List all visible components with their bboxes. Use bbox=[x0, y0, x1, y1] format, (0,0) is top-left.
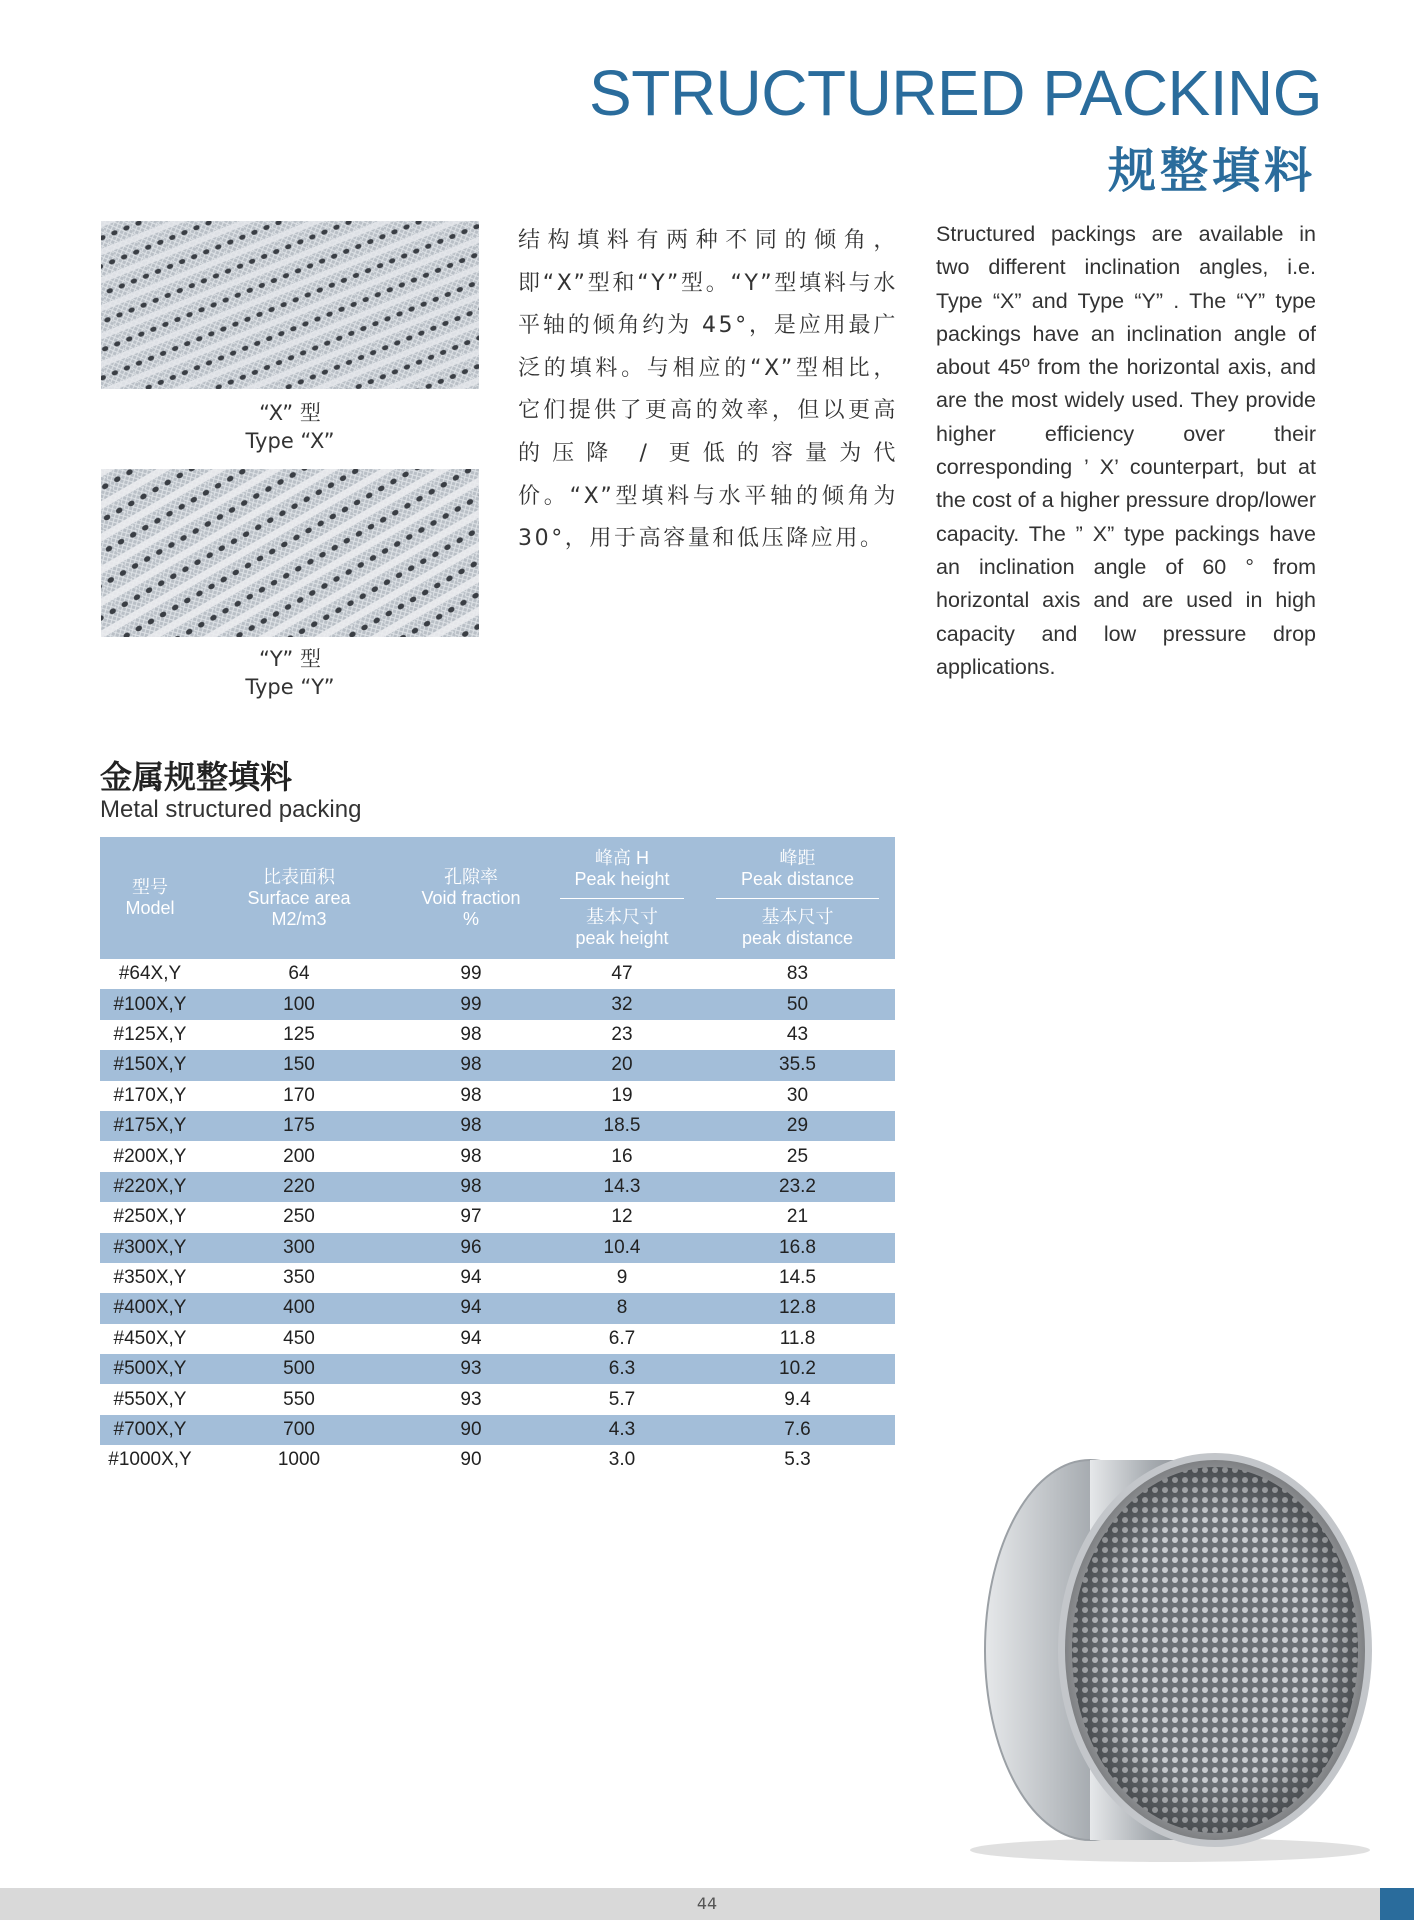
table-row bbox=[100, 1415, 895, 1445]
cell-surface-area: 175 bbox=[200, 1111, 398, 1141]
cell-surface-area: 500 bbox=[200, 1354, 398, 1384]
cell-void-fraction: 99 bbox=[460, 963, 482, 985]
cell-model: #550X,Y bbox=[113, 1388, 187, 1410]
cell-model: #125X,Y bbox=[113, 1023, 187, 1045]
cell-peak-distance: 25 bbox=[786, 1145, 809, 1167]
cell-peak-distance: 21 bbox=[786, 1206, 809, 1228]
table-row bbox=[100, 1081, 895, 1111]
cell-model: #1000X,Y bbox=[108, 1449, 192, 1471]
table-row bbox=[100, 1445, 895, 1475]
cell-surface-area: 450 bbox=[283, 1327, 315, 1349]
cell-void-fraction: 94 bbox=[398, 1293, 544, 1323]
cell-peak-height: 47 bbox=[611, 963, 633, 985]
cell-peak-distance: 7.6 bbox=[700, 1415, 895, 1445]
cell-peak-distance: 14.5 bbox=[779, 1267, 816, 1289]
section-title-en: Metal structured packing bbox=[100, 796, 362, 823]
cell-peak-distance: 9.4 bbox=[784, 1388, 811, 1410]
cell-void-fraction: 98 bbox=[398, 1111, 544, 1141]
table-row bbox=[100, 989, 895, 1019]
cell-peak-distance: 30 bbox=[786, 1084, 809, 1106]
cell-surface-area: 200 bbox=[283, 1145, 315, 1167]
footer-accent-block bbox=[1380, 1888, 1414, 1920]
cell-peak-height: 6.3 bbox=[544, 1354, 700, 1384]
cell-peak-distance: 16.8 bbox=[700, 1233, 895, 1263]
cell-peak-height: 18.5 bbox=[544, 1111, 700, 1141]
cell-model: #300X,Y bbox=[100, 1233, 200, 1263]
type-y-sample-image bbox=[101, 469, 479, 637]
cell-surface-area: 1000 bbox=[277, 1449, 321, 1471]
cell-peak-height: 19 bbox=[611, 1084, 633, 1106]
header-model: 型号 Model bbox=[100, 837, 200, 959]
packing-module-image bbox=[900, 1425, 1380, 1865]
cell-model: #64X,Y bbox=[118, 963, 182, 985]
cell-peak-distance: 5.3 bbox=[784, 1449, 811, 1471]
cell-peak-distance: 12.8 bbox=[700, 1293, 895, 1323]
cell-peak-height: 23 bbox=[611, 1023, 633, 1045]
cell-void-fraction: 90 bbox=[460, 1449, 482, 1471]
type-x-caption bbox=[101, 399, 479, 455]
cell-surface-area: 150 bbox=[200, 1050, 398, 1080]
table-row bbox=[100, 1263, 895, 1293]
title-cn: 规整填料 bbox=[1107, 143, 1316, 199]
table-row bbox=[100, 1020, 895, 1050]
cell-void-fraction: 98 bbox=[460, 1023, 482, 1045]
cell-peak-height: 16 bbox=[611, 1145, 633, 1167]
cell-surface-area: 550 bbox=[283, 1388, 315, 1410]
cell-peak-distance: 43 bbox=[786, 1023, 809, 1045]
cell-peak-distance: 11.8 bbox=[779, 1327, 816, 1349]
cell-model: #250X,Y bbox=[113, 1206, 187, 1228]
table-row bbox=[100, 1233, 895, 1263]
cell-surface-area: 220 bbox=[200, 1172, 398, 1202]
cell-peak-distance: 35.5 bbox=[700, 1050, 895, 1080]
cell-void-fraction: 97 bbox=[460, 1206, 482, 1228]
header-surface-area: 比表面积 Surface area M2/m3 bbox=[200, 837, 398, 959]
cell-void-fraction: 93 bbox=[460, 1388, 482, 1410]
cell-void-fraction: 98 bbox=[398, 1050, 544, 1080]
type-x-caption-cn: “X” 型 bbox=[259, 401, 321, 425]
section-title-cn: 金属规整填料 bbox=[100, 758, 293, 796]
table-row bbox=[100, 1111, 895, 1141]
cell-void-fraction: 98 bbox=[460, 1145, 482, 1167]
cell-peak-distance: 83 bbox=[786, 963, 809, 985]
cell-peak-height: 4.3 bbox=[544, 1415, 700, 1445]
table-header-row bbox=[100, 837, 895, 959]
cell-void-fraction: 98 bbox=[460, 1084, 482, 1106]
cell-void-fraction: 98 bbox=[398, 1172, 544, 1202]
header-peak-distance: 峰距 Peak distance 基本尺寸 peak distance bbox=[700, 837, 895, 959]
table-row bbox=[100, 1384, 895, 1414]
cell-void-fraction: 96 bbox=[398, 1233, 544, 1263]
description-en: Structured packings are available in two different inclination angles, i.e. Type “X” and Type “Y” . The “Y” type packings have an inclination angle of about 45º from the horizontal axis, and are the most widely used. They provide higher efficiency over their corresponding ’ X’ counterpart, but at the cost of a higher pressure drop/lower capacity. The ” X” type packings have an inclination angle of 60 ° from horizontal axis and are used in high capacity and low pressure drop applications. bbox=[936, 222, 1316, 679]
cell-surface-area: 125 bbox=[283, 1023, 315, 1045]
cell-peak-height: 14.3 bbox=[544, 1172, 700, 1202]
cell-peak-distance: 10.2 bbox=[700, 1354, 895, 1384]
cell-peak-height: 3.0 bbox=[608, 1449, 636, 1471]
cell-model: #700X,Y bbox=[100, 1415, 200, 1445]
cell-model: #170X,Y bbox=[113, 1084, 187, 1106]
cell-model: #450X,Y bbox=[113, 1327, 187, 1349]
type-y-caption-en: Type “Y” bbox=[245, 675, 335, 699]
cell-void-fraction: 93 bbox=[398, 1354, 544, 1384]
cell-peak-distance: 23.2 bbox=[700, 1172, 895, 1202]
type-x-sample-image bbox=[101, 221, 479, 389]
table-row bbox=[100, 1324, 895, 1354]
cell-peak-height: 9 bbox=[616, 1267, 628, 1289]
cell-surface-area: 300 bbox=[200, 1233, 398, 1263]
cell-model: #200X,Y bbox=[113, 1145, 187, 1167]
table-row bbox=[100, 959, 895, 989]
cell-model: #220X,Y bbox=[100, 1172, 200, 1202]
cell-peak-distance: 50 bbox=[700, 989, 895, 1019]
page-number: 44 bbox=[696, 1894, 718, 1913]
cell-peak-height: 32 bbox=[544, 989, 700, 1019]
cell-model: #400X,Y bbox=[100, 1293, 200, 1323]
cell-void-fraction: 99 bbox=[398, 989, 544, 1019]
cell-model: #500X,Y bbox=[100, 1354, 200, 1384]
cell-peak-height: 12 bbox=[611, 1206, 633, 1228]
cell-model: #175X,Y bbox=[100, 1111, 200, 1141]
type-y-caption-cn: “Y” 型 bbox=[259, 647, 321, 671]
cell-surface-area: 100 bbox=[200, 989, 398, 1019]
description-cn: 结构填料有两种不同的倾角，即“X”型和“Y”型。“Y”型填料与水平轴的倾角约为 45°，是应用最广泛的填料。与相应的“X”型相比，它们提供了更高的效率，但以更高的压降 / 更低的容量为代价。“X”型填料与水平轴的倾角为 30°，用于高容量和低压降应用。 bbox=[518, 228, 898, 552]
cell-model: #150X,Y bbox=[100, 1050, 200, 1080]
table-row bbox=[100, 1293, 895, 1323]
cell-peak-height: 6.7 bbox=[608, 1327, 636, 1349]
cell-surface-area: 250 bbox=[283, 1206, 315, 1228]
cell-peak-distance: 29 bbox=[700, 1111, 895, 1141]
table-row bbox=[100, 1202, 895, 1232]
spec-table bbox=[100, 837, 895, 1476]
table-row bbox=[100, 1050, 895, 1080]
cell-peak-height: 20 bbox=[544, 1050, 700, 1080]
table-row bbox=[100, 1172, 895, 1202]
cell-surface-area: 700 bbox=[200, 1415, 398, 1445]
cell-peak-height: 8 bbox=[544, 1293, 700, 1323]
cell-void-fraction: 90 bbox=[398, 1415, 544, 1445]
type-x-caption-en: Type “X” bbox=[245, 429, 335, 453]
header-peak-height: 峰高 H Peak height 基本尺寸 peak height bbox=[544, 837, 700, 959]
cell-surface-area: 400 bbox=[200, 1293, 398, 1323]
cell-surface-area: 350 bbox=[283, 1267, 315, 1289]
cell-void-fraction: 94 bbox=[460, 1327, 482, 1349]
table-row bbox=[100, 1141, 895, 1171]
page-footer bbox=[0, 1888, 1414, 1920]
cell-void-fraction: 94 bbox=[460, 1267, 482, 1289]
cell-surface-area: 170 bbox=[283, 1084, 315, 1106]
title-en: STRUCTURED PACKING bbox=[589, 57, 1322, 129]
cell-peak-height: 5.7 bbox=[608, 1388, 636, 1410]
cell-model: #350X,Y bbox=[113, 1267, 187, 1289]
table-row bbox=[100, 1354, 895, 1384]
type-y-caption bbox=[101, 645, 479, 701]
cell-surface-area: 64 bbox=[288, 963, 310, 985]
cell-model: #100X,Y bbox=[100, 989, 200, 1019]
header-void-fraction: 孔隙率 Void fraction % bbox=[398, 837, 544, 959]
cell-peak-height: 10.4 bbox=[544, 1233, 700, 1263]
